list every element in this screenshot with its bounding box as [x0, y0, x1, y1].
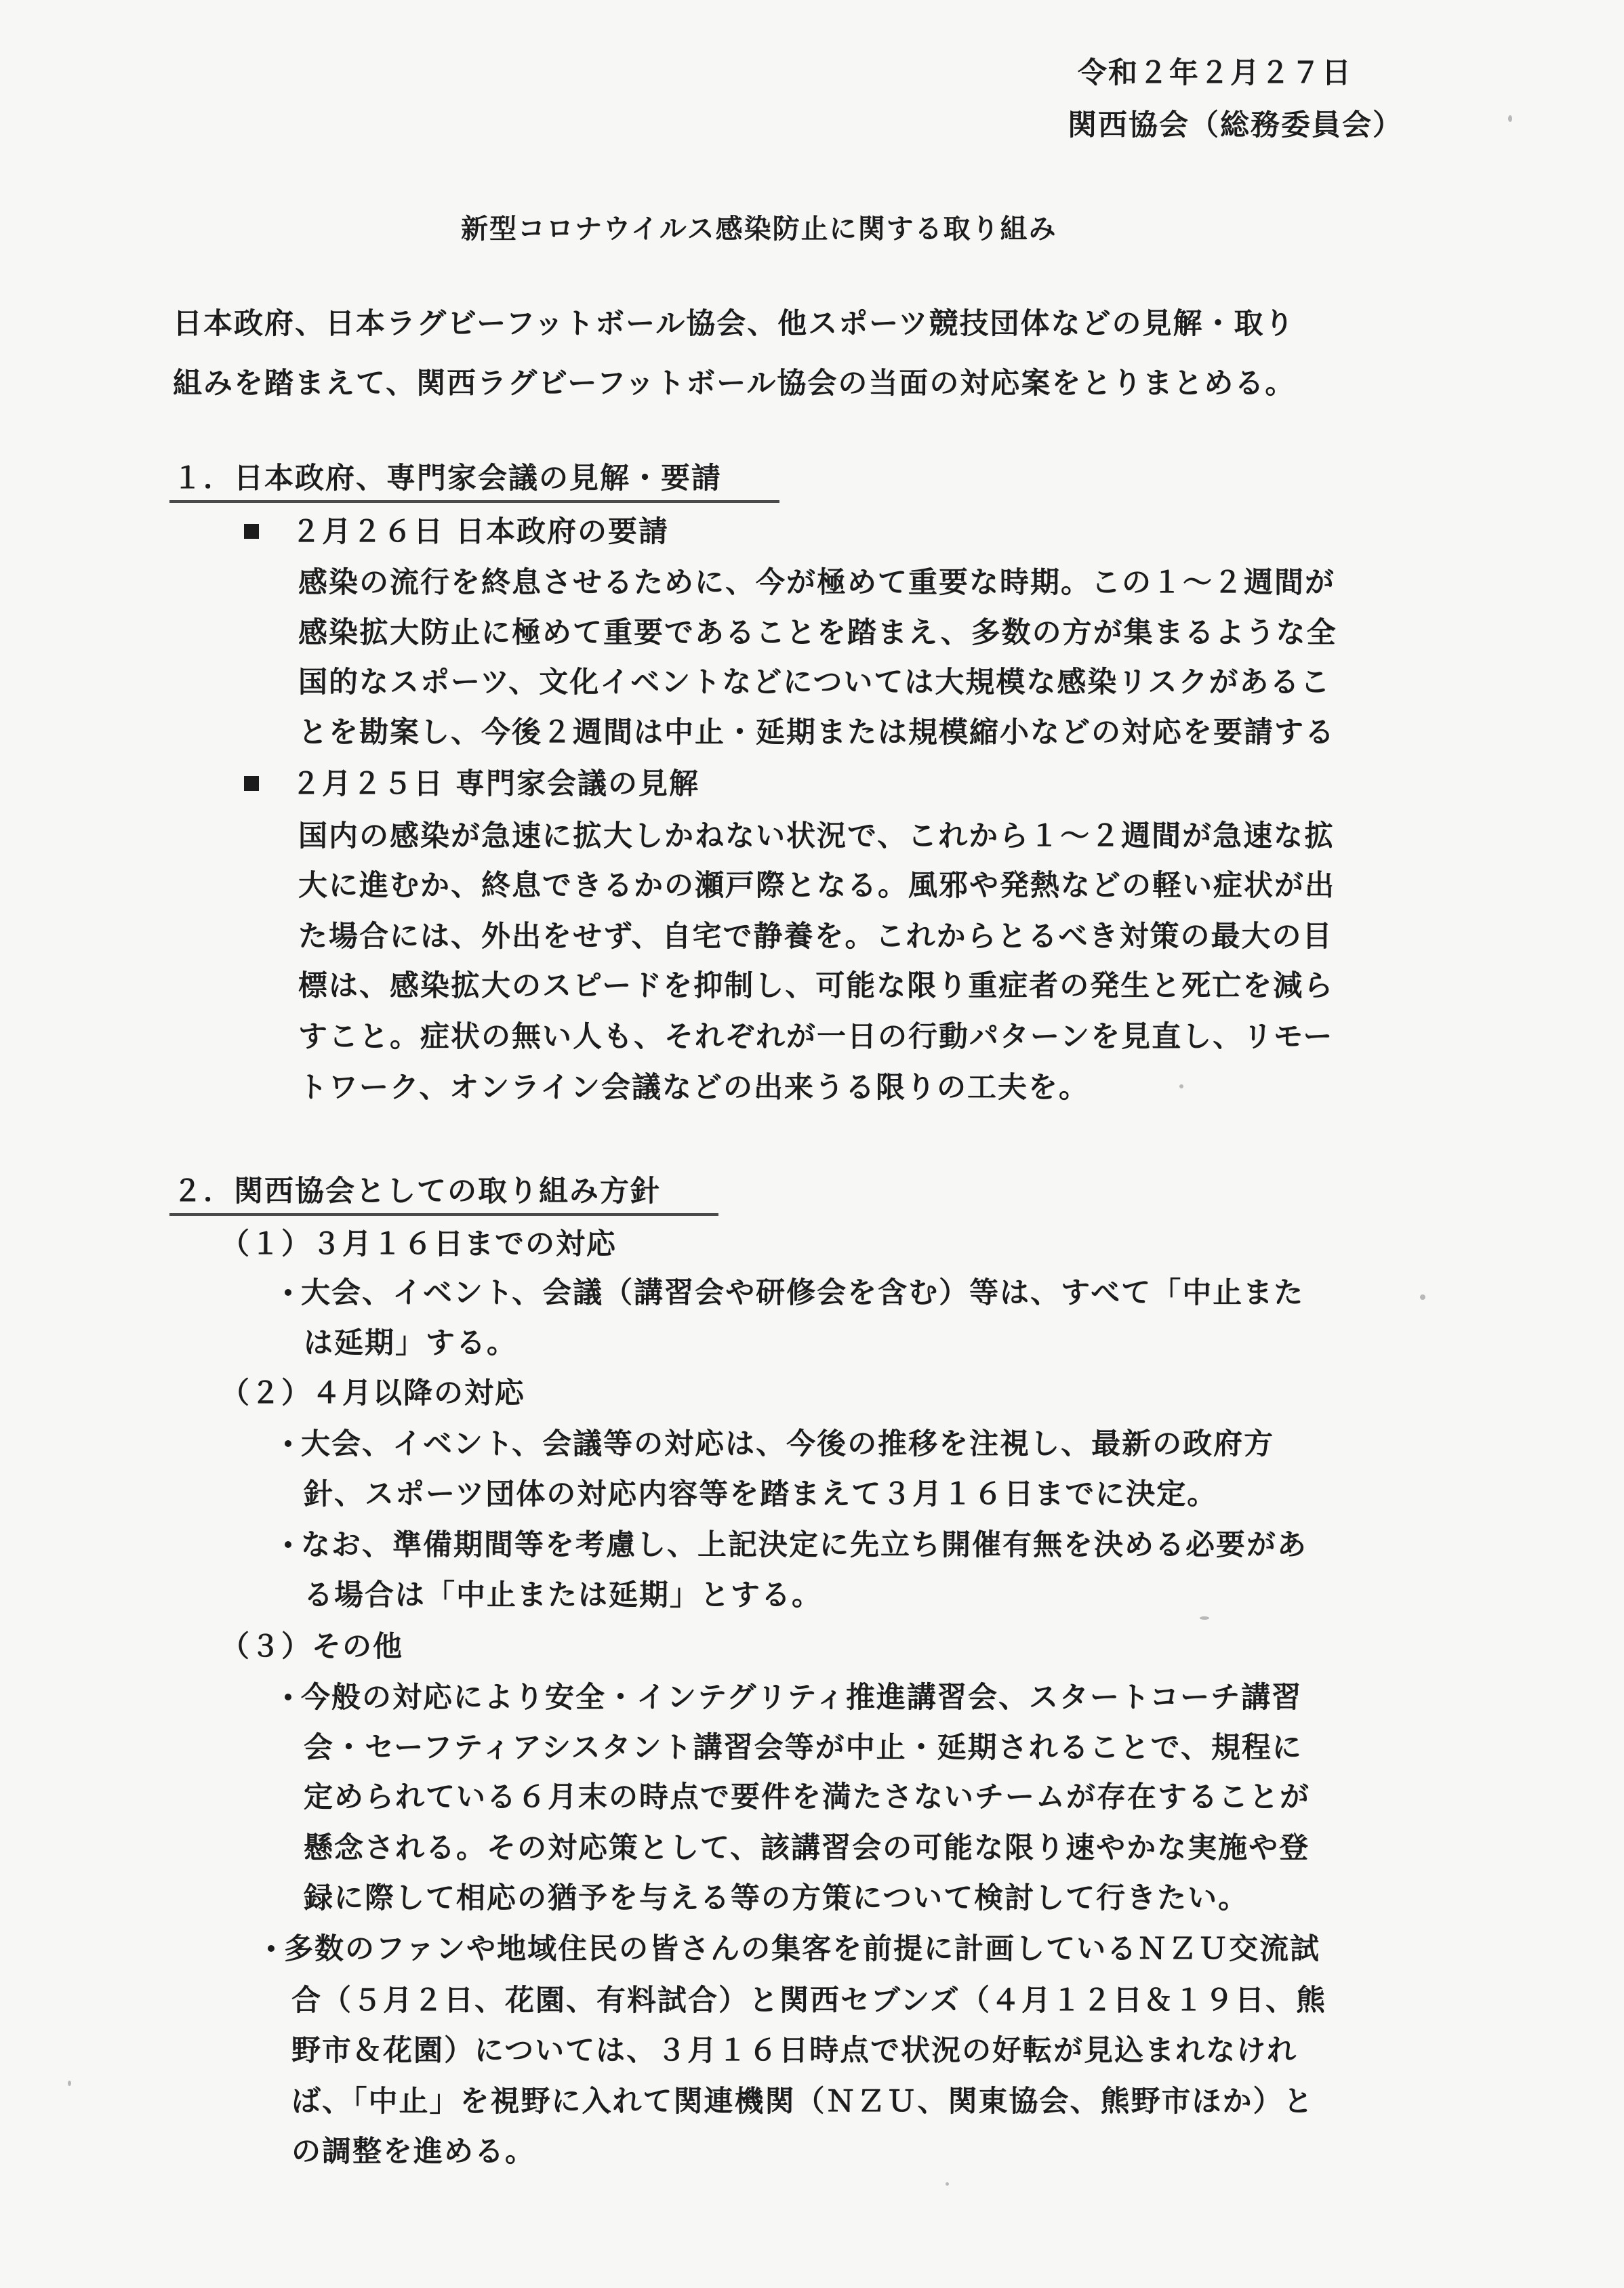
- bullet-continuation-line: は延期」する。: [304, 1326, 517, 1360]
- section-1-item-body-line: トワーク、オンライン会議などの出来うる限りの工夫を。: [298, 1071, 1089, 1105]
- subsection-heading: （３）その他: [220, 1630, 403, 1664]
- bullet-text: 大会、イベント、会議等の対応は、今後の推移を注視し、最新の政府方: [301, 1427, 1275, 1461]
- bullet-text: 大会、イベント、会議（講習会や研修会を含む）等は、すべて「中止また: [301, 1276, 1305, 1310]
- intro-line: 組みを踏まえて、関西ラグビーフットボール協会の当面の対応案をとりまとめる。: [173, 367, 1296, 401]
- section-1-item-body-line: 大に進むか、終息できるかの瀬戸際となる。風邪や発熱などの軽い症状が出: [298, 869, 1335, 903]
- bullet-dot-icon: [285, 1440, 291, 1447]
- bullet-continuation-line: る場合は「中止または延期」とする。: [304, 1578, 822, 1612]
- square-bullet-icon: [244, 524, 259, 539]
- section-1-item-title: [244, 512, 669, 552]
- section-1-heading: １．日本政府、専門家会議の見解・要請: [173, 462, 722, 495]
- scan-speck: [1420, 1294, 1425, 1300]
- bullet-continuation-line: 会・セーフティアシスタント講習会等が中止・延期されることで、規程に: [304, 1731, 1303, 1765]
- section-1-item-body-line: すこと。症状の無い人も、それぞれが一日の行動パターンを見直し、リモー: [298, 1020, 1334, 1054]
- scan-speck: [1508, 115, 1512, 122]
- section-1-item-body-line: た場合には、外出をせず、自宅で静養を。これからとるべき対策の最大の目: [298, 920, 1333, 954]
- section-1-item-body-line: 国内の感染が急速に拡大しかねない状況で、これから１～２週間が急速な拡: [298, 819, 1335, 853]
- item-title-text: ２月２６日 日本政府の要請: [291, 515, 669, 549]
- section-1-item-body-line: 感染拡大防止に極めて重要であることを踏まえ、多数の方が集まるような全: [298, 616, 1337, 650]
- bullet-continuation-line: 録に際して相応の猶予を与える等の方策について検討して行きたい。: [304, 1881, 1249, 1915]
- section-1-item-title: [244, 764, 699, 804]
- bullet-continuation-line: ば、「中止」を視野に入れて関連機関（ＮＺＵ、関東協会、熊野市ほか）と: [291, 2085, 1314, 2119]
- section-2-heading: ２．関西協会としての取り組み方針: [173, 1174, 661, 1208]
- bullet-line: [285, 1525, 1307, 1566]
- item-title-text: ２月２５日 専門家会議の見解: [291, 767, 699, 801]
- bullet-continuation-line: 針、スポーツ団体の対応内容等を踏まえて３月１６日までに決定。: [304, 1477, 1218, 1511]
- subsection-heading: （１）３月１６日までの対応: [220, 1227, 617, 1261]
- bullet-line: [285, 1273, 1304, 1313]
- scan-speck: [68, 2081, 71, 2086]
- section-1-underline: [169, 500, 779, 503]
- scan-speck: [946, 2182, 949, 2186]
- document-title: 新型コロナウイルス感染防止に関する取り組み: [461, 213, 1057, 245]
- bullet-continuation-line: 定められている６月末の時点で要件を満たさないチームが存在することが: [304, 1780, 1310, 1814]
- bullet-dot-icon: [268, 1945, 275, 1952]
- intro-line: 日本政府、日本ラグビーフットボール協会、他スポーツ競技団体などの見解・取り: [173, 307, 1295, 341]
- bullet-text: なお、準備期間等を考慮し、上記決定に先立ち開催有無を決める必要があ: [301, 1528, 1307, 1562]
- bullet-text: 今般の対応により安全・インテグリティ推進講習会、スタートコーチ講習: [301, 1681, 1303, 1715]
- bullet-line: [285, 1424, 1274, 1465]
- section-1-item-body-line: 感染の流行を終息させるために、今が極めて重要な時期。この１～２週間が: [298, 566, 1335, 600]
- bullet-line: [268, 1929, 1320, 1969]
- bullet-continuation-line: の調整を進める。: [291, 2135, 535, 2169]
- bullet-dot-icon: [285, 1541, 291, 1548]
- section-1-item-body-line: とを勘案し、今後２週間は中止・延期または規模縮小などの対応を要請する: [298, 716, 1335, 750]
- bullet-line: [285, 1677, 1302, 1718]
- bullet-dot-icon: [285, 1694, 291, 1700]
- bullet-text: 多数のファンや地域住民の皆さんの集客を前提に計画しているＮＺＵ交流試: [284, 1932, 1321, 1966]
- section-2-underline: [169, 1213, 718, 1216]
- bullet-dot-icon: [285, 1289, 291, 1296]
- section-1-item-body-line: 標は、感染拡大のスピードを抑制し、可能な限り重症者の発生と死亡を減ら: [298, 969, 1335, 1003]
- bullet-continuation-line: 野市＆花園）については、３月１６日時点で状況の好転が見込まれなけれ: [291, 2034, 1298, 2068]
- subsection-heading: （２）４月以降の対応: [220, 1376, 525, 1410]
- bullet-continuation-line: 懸念される。その対応策として、該講習会の可能な限り速やかな実施や登: [304, 1831, 1310, 1865]
- square-bullet-icon: [244, 776, 259, 791]
- section-1-item-body-line: 国的なスポーツ、文化イベントなどについては大規模な感染リスクがあるこ: [298, 666, 1331, 699]
- scan-speck: [1200, 1616, 1209, 1620]
- document-date: 令和２年２月２７日: [1078, 56, 1352, 90]
- scan-speck: [1179, 1084, 1183, 1088]
- bullet-continuation-line: 合（５月２日、花園、有料試合）と関西セブンズ（４月１２日＆１９日、熊: [291, 1984, 1326, 2018]
- document-organization: 関西協会（総務委員会）: [1068, 108, 1403, 142]
